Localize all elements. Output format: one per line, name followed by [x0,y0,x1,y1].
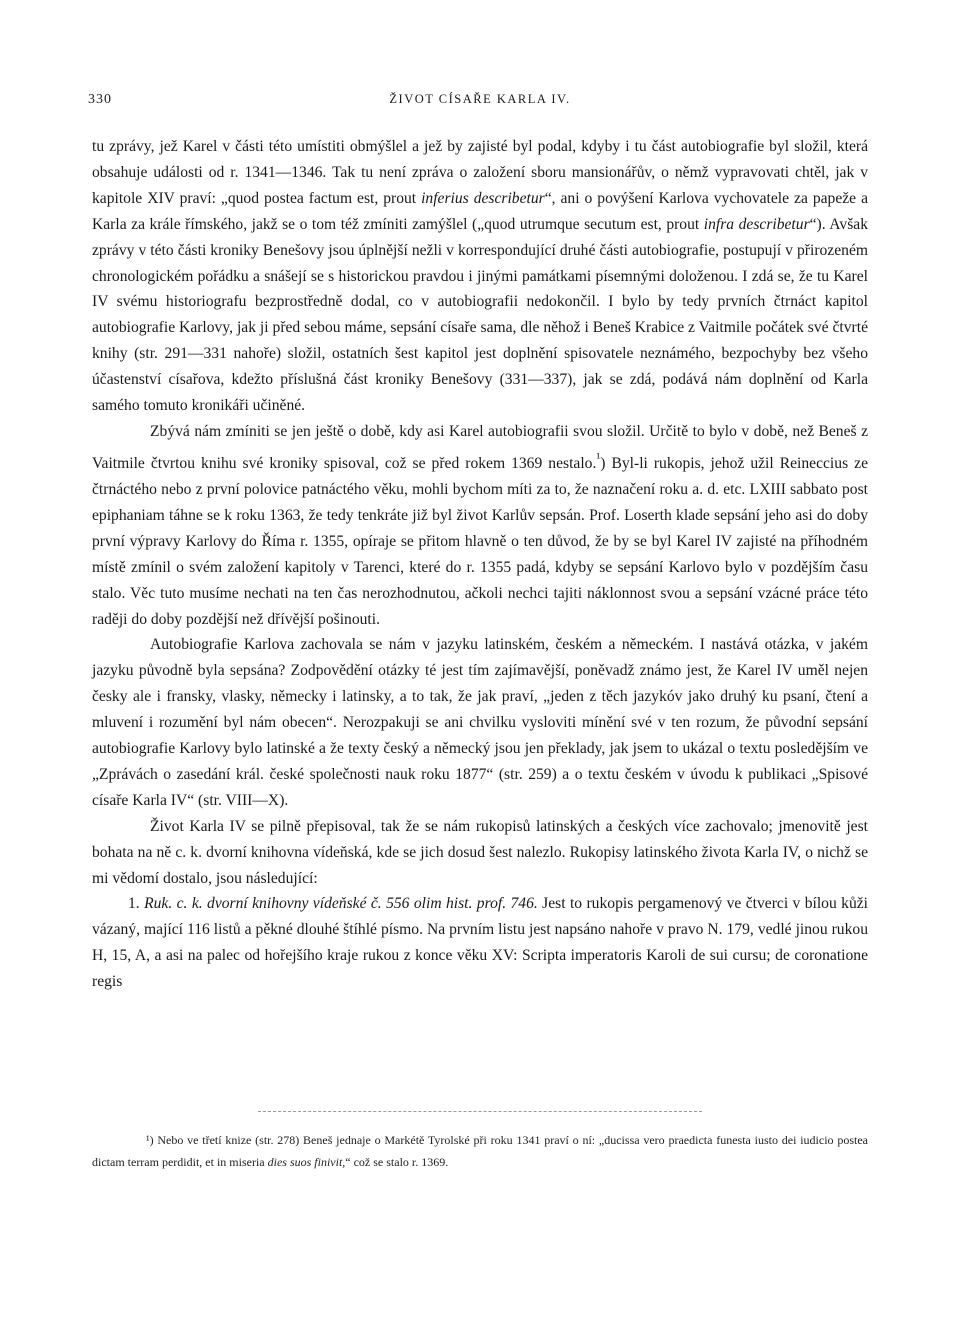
text-run: tu zprávy, jež Karel v části této umístiti obmýšlel a jež by zajisté byl podal, kdyby i tu část autobiografie byl složil, která obsahuje události od r. 1341—1346. Tak tu není zpráva o založení sboru mansionářův, o němž vypravovati chtěl, jak v kapitole XIV praví: „quod postea factum est, prout [92,138,868,207]
text-run: 1. [128,895,145,913]
text-run: Jest to rukopis pergamenový ve čtverci v bílou kůži vázaný, mající 116 listů a pěkné dlouhé štíhlé písmo. Na prvním listu jest napsáno nahoře v pravo N. 179, vedlé jinou rukou H, 15, A, a asi na palec od hořejšího kraje rukou z konce věku XV: Scripta imperatoris Karoli de sui cursu; de coronatione regis [92,895,869,991]
paragraph [92,419,868,632]
text-run: “, ani o povýšení Karlova vychovatele za papeže a Karla za krále římského, jakž se o tom též zmíniti zamýšlel („quod utrumque secutum est, prout [92,189,868,233]
body-text [92,134,868,995]
paragraph [92,632,868,813]
italic-text: dies suos finivit, [267,1155,346,1169]
text-run: ¹) Nebo ve třetí knize (str. 278) Beneš jednaje o Markétě Tyrolské při roku 1341 praví o ní: „ducissa vero praedicta funesta iusto dei iudicio postea dictam terram perdidit, et in miseria [92,1133,868,1169]
running-title: ŽIVOT CÍSAŘE KARLA IV. [389,92,571,106]
running-head [88,88,868,108]
footnote [92,1129,868,1173]
italic-text: infra describetur [703,215,810,233]
footnote-marker: ¹ [596,449,601,465]
text-run: Zbývá nám zmíniti se jen ještě o době, kdy asi Karel autobiografii svou složil. Určitě to bylo v době, než Beneš z Vaitmile čtvrtou knihu své kroniky spisoval, což se před rokem 1369 nestalo. [92,422,868,473]
footnote-divider [258,1111,702,1112]
text-run: “). Avšak zprávy v této části kroniky Benešovy jsou úplnější nežli v korrespondující druhé části autobiografie, postupují v přirozeném chronologickém pořádku a snášejí se s historickou pravdou i jinými památkami písemnými doloženou. I zdá se, že tu Karel IV svému historiografu bezprostředně dodal, co v autobiografii nedokončil. I bylo by tedy prvních čtrnáct kapitol autobiografie Karlovy, jak ji před sebou máme, sepsání císaře sama, dle něhož i Beneš Krabice z Vaitmile počátek své čtvrté knihy (str. 291—331 nahoře) složil, ostatních šest kapitol jest doplnění spisovatele neznámého, bezpochyby bez všeho účastenství císařova, kdežto příslušná část kroniky Benešovy (331—337), jak se zdá, podává nám doplnění od Karla samého tomuto kronikáři učiněné. [92,215,868,415]
page-number: 330 [88,92,112,107]
text-run: Život Karla IV se pilně přepisoval, tak že se nám rukopisů latinských a českých více zachovalo; jmenovitě jest bohata na ně c. k. dvorní knihovna vídeňská, kde se jich dosud šest nalezlo. Rukopisy latinského života Karla IV, o nichž se mi vědomí dostalo, jsou následující: [92,817,868,887]
paragraph [92,134,868,419]
italic-text: inferius describetur [421,189,545,207]
text-run: “ což se stalo r. 1369. [345,1155,449,1169]
text-run: Autobiografie Karlova zachovala se nám v jazyku latinském, českém a německém. I nastává otázka, v jakém jazyku původně byla sepsána? Zodpovědění otázky té jest tím zajímavější, poněvadž známo jest, že Karel IV uměl nejen česky ale i fransky, vlasky, německy i latinsky, a to tak, že jak praví, „jeden z těch jazykóv jako druhý ku psaní, čtení a mluvení i rozumění byl nám obecen“. Nerozpakuji se ani chvilku vysloviti mínění své v ten rozum, že původní sepsání autobiografie Karlovy bylo latinské a že texty český a německý jsou jen překlady, jak jsem to ukázal o textu posledějším ve „Zprávách o zasedání král. české společnosti nauk roku 1877“ (str. 259) a o textu českém v úvodu k publikaci „Spisové císaře Karla IV“ (str. VIII—X). [92,636,868,809]
page [88,88,869,995]
italic-text: Ruk. c. k. dvorní knihovny vídeňské č. 556 olim hist. prof. 746. [144,895,538,913]
text-run: ) Byl-li rukopis, jehož užil Reineccius ze čtrnáctého nebo z první polovice patnáctého věku, mohli bychom míti za to, že naznačení roku a. d. etc. LXIII sabbato post epiphaniam táhne se k roku 1363, že tedy tenkráte již byl život Karlův sepsán. Prof. Loserth klade sepsání jeho asi do doby první výpravy Karlovy do Říma r. 1355, opíraje se přitom hlavně o ten důvod, že by se byl Karel IV zajisté na příhodném místě zmínil o svém založení kapitoly v Tarenci, které do r. 1355 padá, kdyby se sepsání Karlovo bylo v pozdějším času stalo. Věc tuto musíme nechati na ten čas nerozhodnutou, ačkoli nechci tajiti náklonnost svou a sepsání vzácné práce této raději do doby pozdější než dřívější pošinouti. [92,455,868,628]
list-item [92,891,868,995]
paragraph [92,814,868,892]
